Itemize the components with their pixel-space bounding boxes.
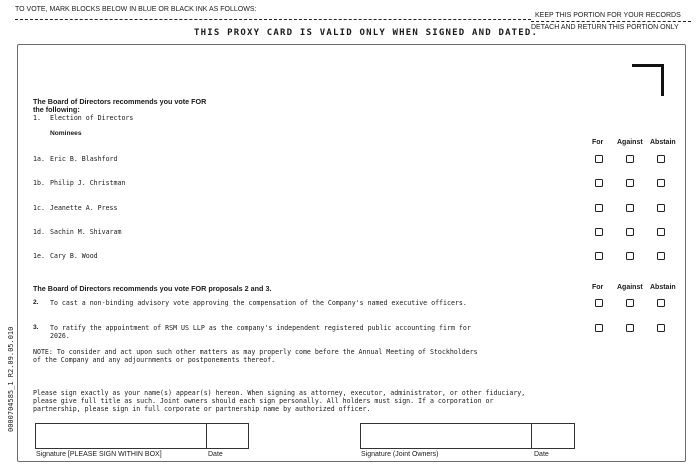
vote-against-checkbox[interactable] [626, 228, 634, 236]
board-recommendation-2: The Board of Directors recommends you vote FOR proposals 2 and 3. [33, 284, 272, 293]
corner-mark [632, 64, 664, 96]
vote-abstain-checkbox[interactable] [657, 179, 665, 187]
note-text-continued: of the Company and any adjournments or postponements thereof. [33, 356, 276, 364]
nominee-id: 1e. [33, 252, 45, 260]
column-for: For [592, 139, 604, 146]
nominee-id: 1b. [33, 179, 45, 187]
document-code: 0000704585_1 R2.09.05.010 [7, 326, 15, 432]
vote-for-checkbox[interactable] [595, 228, 603, 236]
vote-against-checkbox[interactable] [626, 155, 634, 163]
nominee-id: 1c. [33, 204, 45, 212]
vote-for-checkbox[interactable] [595, 155, 603, 163]
signature-box[interactable] [35, 423, 249, 449]
joint-signature-label: Signature (Joint Owners) [361, 451, 439, 458]
nominee-name: Cary B. Wood [50, 252, 98, 260]
vote-abstain-checkbox[interactable] [657, 155, 665, 163]
nominee-id: 1a. [33, 155, 45, 163]
proposal-text-continued: 2026. [50, 332, 70, 340]
vote-abstain-checkbox[interactable] [657, 299, 665, 307]
signature-label: Signature [PLEASE SIGN WITHIN BOX] [36, 451, 162, 458]
vote-against-checkbox[interactable] [626, 299, 634, 307]
signing-instructions: Please sign exactly as your name(s) appear(s) hereon. When signing as attorney, executor, administrator, or other fiduciary, [33, 389, 526, 397]
vote-abstain-checkbox[interactable] [657, 324, 665, 332]
board-recommendation-1: The Board of Directors recommends you vote FOR [33, 97, 207, 106]
signature-date-divider [206, 423, 207, 449]
proposal-text: To cast a non-binding advisory vote approving the compensation of the Company's named executive officers. [50, 299, 467, 307]
joint-signature-box[interactable] [360, 423, 575, 449]
nominee-name: Jeanette A. Press [50, 204, 118, 212]
detach-portion-label: DETACH AND RETURN THIS PORTION ONLY [531, 24, 679, 31]
vote-against-checkbox[interactable] [626, 252, 634, 260]
vote-for-checkbox[interactable] [595, 204, 603, 212]
detach-line [15, 19, 531, 20]
column-abstain: Abstain [650, 284, 676, 291]
joint-signature-date-divider [531, 423, 532, 449]
nominees-label: Nominees [50, 130, 82, 137]
signing-instructions-2: please give full title as such. Joint owners should each sign personally. All holders must sign. If a corporation or [33, 397, 494, 405]
vote-for-checkbox[interactable] [595, 324, 603, 332]
vote-against-checkbox[interactable] [626, 204, 634, 212]
vote-abstain-checkbox[interactable] [657, 204, 665, 212]
vote-abstain-checkbox[interactable] [657, 252, 665, 260]
joint-date-label: Date [534, 451, 549, 458]
column-against: Against [617, 284, 643, 291]
proposal-number: 3. [33, 324, 39, 331]
validity-statement: THIS PROXY CARD IS VALID ONLY WHEN SIGNED AND DATED. [194, 28, 539, 38]
voting-instruction: TO VOTE, MARK BLOCKS BELOW IN BLUE OR BLACK INK AS FOLLOWS: [15, 6, 257, 13]
keep-portion-label: KEEP THIS PORTION FOR YOUR RECORDS [535, 12, 681, 19]
nominee-id: 1d. [33, 228, 45, 236]
proposal-1-title: Election of Directors [50, 114, 134, 122]
vote-against-checkbox[interactable] [626, 324, 634, 332]
signing-instructions-3: partnership, please sign in full corporate or partnership name by authorized officer. [33, 405, 371, 413]
vote-for-checkbox[interactable] [595, 252, 603, 260]
note-text: NOTE: To consider and act upon such other matters as may properly come before the Annual Meeting of Stockholders [33, 348, 478, 356]
board-recommendation-1b: the following: [33, 105, 80, 114]
column-against: Against [617, 139, 643, 146]
column-abstain: Abstain [650, 139, 676, 146]
proposal-number: 2. [33, 299, 39, 306]
nominee-name: Sachin M. Shivaram [50, 228, 122, 236]
nominee-name: Philip J. Christman [50, 179, 126, 187]
vote-abstain-checkbox[interactable] [657, 228, 665, 236]
detach-line-right [531, 21, 691, 22]
date-label: Date [208, 451, 223, 458]
proposal-1-number: 1. [33, 114, 41, 122]
vote-against-checkbox[interactable] [626, 179, 634, 187]
vote-for-checkbox[interactable] [595, 299, 603, 307]
column-for: For [592, 284, 604, 291]
nominee-name: Eric B. Blashford [50, 155, 118, 163]
vote-for-checkbox[interactable] [595, 179, 603, 187]
proposal-text: To ratify the appointment of RSM US LLP as the company's independent registered public accounting firm for [50, 324, 471, 332]
